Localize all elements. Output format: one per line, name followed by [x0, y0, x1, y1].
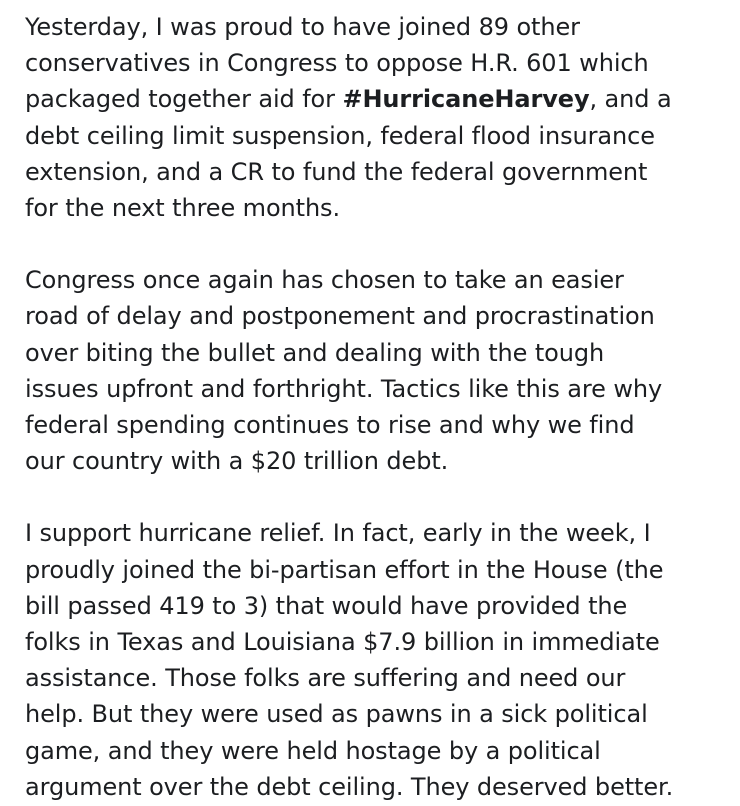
text-line: assistance. Those folks are suffering and need our — [25, 664, 626, 693]
text-line: our country with a $20 trillion debt. — [25, 447, 449, 476]
text-line — [25, 81, 735, 117]
text-line: over biting the bullet and dealing with the tough — [25, 338, 605, 367]
text-line: game, and they were held hostage by a political — [25, 736, 601, 765]
text-line: federal spending continues to rise and why we find — [25, 411, 635, 440]
post-body — [25, 9, 735, 805]
paragraph-spacer — [25, 226, 735, 262]
text-line: Congress once again has chosen to take an easier — [25, 266, 624, 295]
text-line: bill passed 419 to 3) that would have provided the — [25, 591, 628, 620]
text-segment: packaged together aid for — [25, 85, 343, 114]
text-line: Yesterday, I was proud to have joined 89 other — [25, 13, 580, 41]
hashtag-link[interactable]: #HurricaneHarvey — [342, 85, 590, 114]
text-line: proudly joined the bi-partisan effort in the House (the — [25, 555, 664, 584]
text-line: conservatives in Congress to oppose H.R. 601 which — [25, 49, 649, 78]
text-line: issues upfront and forthright. Tactics like this are why — [25, 374, 663, 403]
text-line: road of delay and postponement and procrastination — [25, 302, 655, 331]
paragraph-2 — [25, 262, 735, 479]
paragraph-spacer — [25, 479, 735, 515]
text-segment: , and a — [589, 85, 672, 114]
text-line: extension, and a CR to fund the federal government — [25, 157, 648, 186]
text-line: debt ceiling limit suspension, federal flood insurance — [25, 121, 655, 150]
text-line: argument over the debt ceiling. They deserved better. — [25, 772, 674, 801]
paragraph-1 — [25, 9, 735, 226]
text-line: for the next three months. — [25, 194, 340, 223]
text-line: folks in Texas and Louisiana $7.9 billion in immediate — [25, 628, 660, 657]
text-line: I support hurricane relief. In fact, early in the week, I — [25, 519, 651, 548]
paragraph-3 — [25, 515, 735, 805]
text-line: help. But they were used as pawns in a sick political — [25, 700, 648, 729]
